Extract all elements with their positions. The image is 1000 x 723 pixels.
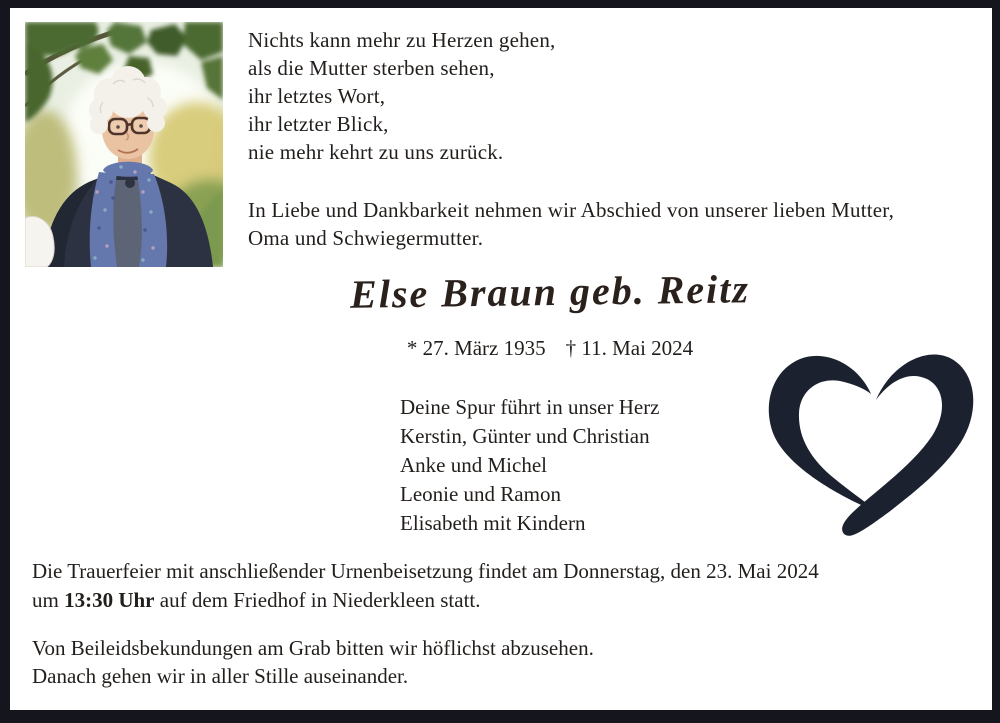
poem-line: als die Mutter sterben sehen, [248, 56, 495, 80]
family-line: Kerstin, Günter und Christian [400, 424, 650, 448]
tribute-line: Deine Spur führt in unser Herz [400, 395, 660, 419]
deceased-name: Else Braun geb. Reitz [349, 266, 751, 317]
closing-line: Danach gehen wir in aller Stille auseinander. [32, 664, 409, 688]
funeral-line: Die Trauerfeier mit anschließender Urnenbeisetzung findet am Donnerstag, den 23. Mai 2024 [32, 559, 819, 583]
funeral-time: 13:30 Uhr [64, 588, 155, 612]
closing-line: Von Beileidsbekundungen am Grab bitten wir höflichst abzusehen. [32, 636, 594, 660]
obituary-content [10, 8, 992, 710]
poem-line: Nichts kann mehr zu Herzen gehen, [248, 28, 556, 52]
family-line: Elisabeth mit Kindern [400, 511, 586, 535]
birth-date: * 27. März 1935 [406, 336, 546, 360]
heart-icon [762, 348, 974, 544]
intro-text [248, 196, 894, 252]
poem [248, 26, 555, 166]
intro-line: In Liebe und Dankbarkeit nehmen wir Abschied von unserer lieben Mutter, [248, 198, 895, 222]
closing-note [32, 634, 594, 690]
family-line: Anke und Michel [400, 453, 547, 477]
family-line: Leonie und Ramon [400, 482, 561, 506]
funeral-time-prefix: um [32, 588, 65, 612]
poem-line: ihr letztes Wort, [248, 84, 386, 108]
portrait-photo [25, 22, 223, 267]
intro-line: Oma und Schwiegermutter. [248, 226, 484, 250]
funeral-line [32, 586, 819, 615]
family-list [400, 393, 660, 538]
funeral-info [32, 557, 819, 615]
death-date: † 11. Mai 2024 [565, 336, 694, 360]
poem-line: ihr letzter Blick, [248, 112, 389, 136]
life-dates [300, 336, 800, 361]
funeral-location: auf dem Friedhof in Niederkleen statt. [154, 588, 481, 612]
poem-line: nie mehr kehrt zu uns zurück. [248, 140, 504, 164]
